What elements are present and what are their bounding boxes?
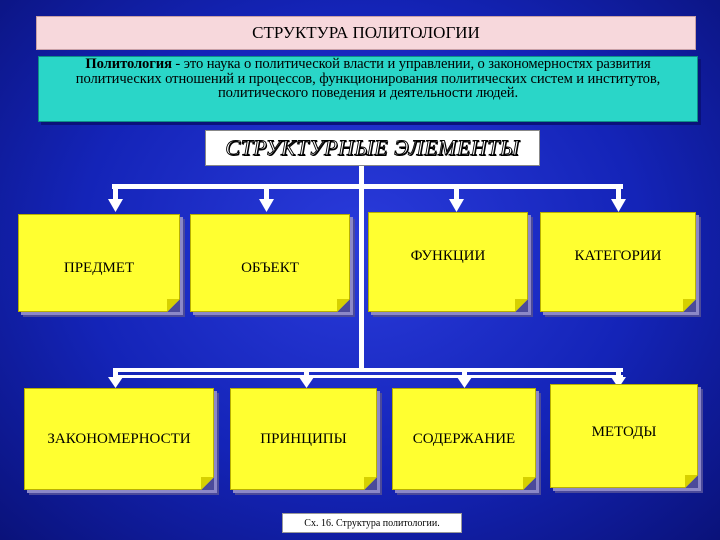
arrow-down-icon (449, 199, 464, 213)
note-zakonomernosti (24, 388, 214, 490)
page-fold-icon (683, 299, 696, 312)
connector-drop-1 (113, 186, 118, 200)
note-printsipy-label: ПРИНЦИПЫ (260, 430, 347, 447)
page-fold-icon (685, 475, 698, 488)
figure-caption (282, 513, 462, 533)
arrow-down-icon (611, 199, 626, 213)
note-zakonomernosti-label: ЗАКОНОМЕРНОСТИ (47, 430, 191, 447)
page-fold-icon (201, 477, 214, 490)
connector-drop-2 (264, 186, 269, 200)
structural-elements-header (205, 130, 540, 166)
connector-drop-4 (616, 186, 621, 200)
page-fold-icon (364, 477, 377, 490)
page-fold-icon (523, 477, 536, 490)
connector-bar-top (112, 184, 623, 189)
figure-caption-text: Сх. 16. Структура политологии. (304, 517, 440, 529)
structural-elements-text: СТРУКТУРНЫЕ ЭЛЕМЕНТЫ (225, 135, 520, 160)
title-text: СТРУКТУРА ПОЛИТОЛОГИИ (252, 23, 480, 42)
arrow-down-icon (108, 199, 123, 213)
note-printsipy (230, 388, 377, 490)
note-funktsii-label: ФУНКЦИИ (410, 247, 486, 264)
note-metody-label: МЕТОДЫ (591, 423, 657, 440)
note-soderzhanie-label: СОДЕРЖАНИЕ (412, 430, 516, 447)
note-obekt-label: ОБЪЕКТ (241, 259, 299, 276)
definition-text: - это наука о политической власти и управлении, о закономерностях развития политических отношений и процессов, функционирования политических систем и институтов, политического поведения и деятельности людей. (75, 56, 661, 101)
note-predmet (18, 214, 180, 312)
connector-drop-3 (454, 186, 459, 200)
definition-box (38, 56, 698, 122)
connector-bar-bottom-2 (113, 375, 623, 378)
connector-stem-top (359, 166, 364, 186)
page-fold-icon (515, 299, 528, 312)
note-predmet-label: ПРЕДМЕТ (63, 259, 135, 276)
note-soderzhanie (392, 388, 536, 490)
title-banner (36, 16, 696, 50)
note-metody (550, 384, 698, 488)
page-fold-icon (337, 299, 350, 312)
connector-stem-middle (359, 189, 364, 370)
arrow-down-icon (259, 199, 274, 213)
note-obekt (190, 214, 350, 312)
connector-bar-bottom-1 (113, 368, 623, 372)
note-kategorii-label: КАТЕГОРИИ (574, 247, 662, 264)
page-fold-icon (167, 299, 180, 312)
definition-term: Политология (85, 56, 172, 72)
note-kategorii (540, 212, 696, 312)
note-funktsii (368, 212, 528, 312)
